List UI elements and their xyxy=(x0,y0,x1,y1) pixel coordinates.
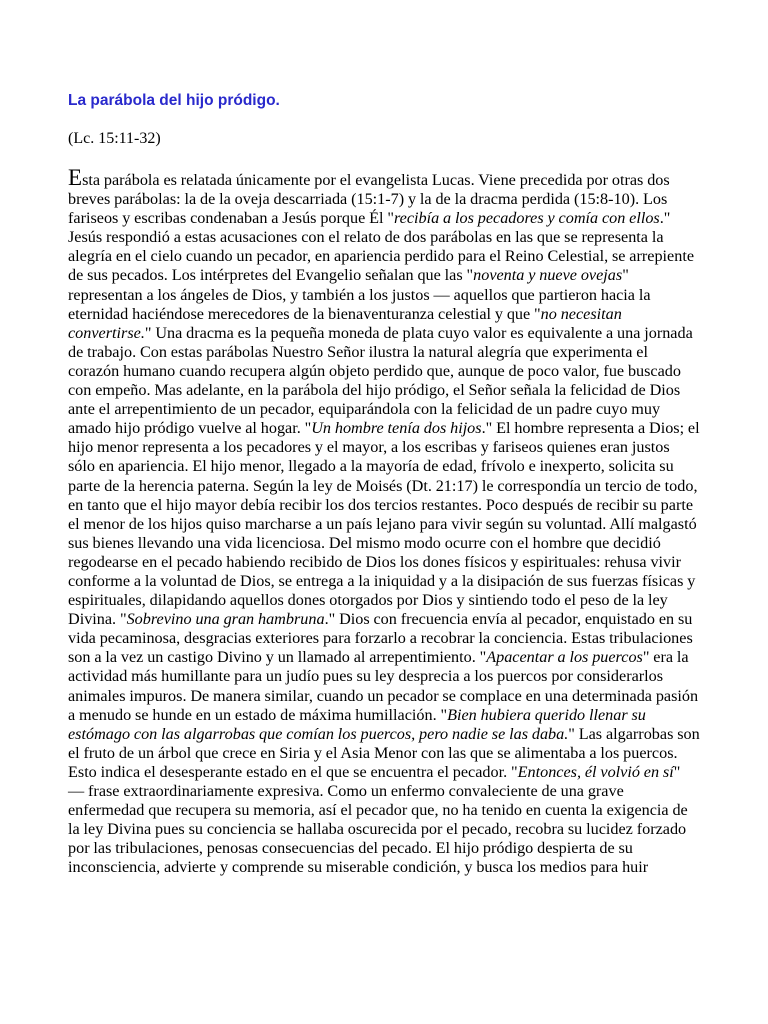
text-run: ." El hombre representa a Dios; el hijo menor representa a los pecadores y el mayor, a los escribas y fariseos quienes eran justos sólo en apariencia. El hijo menor, llegado a la mayoría de edad, frívolo e inexperto, solicita su parte de la herencia paterna. Según la ley de Moisés (Dt. 21:17) le correspondía un tercio de todo, en tanto que el hijo mayor debía recibir los dos tercios restantes. Poco después de recibir su parte el menor de los hijos quiso marcharse a un país lejano para vivir según su voluntad. Allí malgastó sus bienes llevando una vida licenciosa. Del mismo modo ocurre con el hombre que decidió regodearse en el pecado habiendo recibido de Dios los dones físicos y espirituales: rehusa vivir conforme a la voluntad de Dios, se entrega a la iniquidad y a la disipación de sus fuerzas físicas y espirituales, dilapidando aquellos dones otorgados por Dios y sintiendo todo el peso de la ley Divina. " xyxy=(68,419,700,629)
drop-cap: E xyxy=(68,165,83,190)
text-run: sta parábola es relatada únicamente por el evangelista Lucas. Viene precedida por otras dos breves parábolas: la de la oveja descarriada (15:1-7) y la de la dracma perdida (15:8-10). Los fariseos y escribas condenaban a Jesús porque Él " xyxy=(68,171,670,228)
quoted-text: recibía a los pecadores y comía con ellos xyxy=(393,209,660,228)
quoted-text: Apacentar a los puercos xyxy=(486,648,643,667)
text-run: " — frase extraordinariamente expresiva. Como un enfermo convaleciente de una grave enfermedad que recupera su memoria, así el pecador que, no ha tenido en cuenta la exigencia de la ley Divina pues su conciencia se hallaba oscurecida por el pecado, recobra su lucidez forzado por las tribulaciones, penosas consecuencias del pecado. El hijo pródigo despierta de su inconsciencia, advierte y comprende su miserable condición, y busca los medios para huir xyxy=(68,762,688,877)
document-title: La parábola del hijo pródigo. xyxy=(68,92,280,109)
quoted-text: Bien hubiera querido llenar su estómago con las algarrobas que comían los puercos, pero nadie se las daba. xyxy=(68,705,646,743)
quoted-text: Entonces, él volvió en sí xyxy=(517,762,674,781)
scripture-reference: (Lc. 15:11-32) xyxy=(68,130,161,147)
quoted-text: no necesitan convertirse. xyxy=(68,304,622,342)
quoted-text: Un hombre tenía dos hijos xyxy=(311,419,482,438)
text-run: " Las algarrobas son el fruto de un árbol que crece en Siria y el Asia Menor con las que se alimentaba a los puercos. Esto indica el desesperante estado en el que se encuentra el pecador. " xyxy=(68,724,700,781)
text-run: " era la actividad más humillante para un judío pues su ley desprecia a los puercos por considerarlos animales impuros. De manera similar, cuando un pecador se complace en una determinada pasión a menudo se hunde en un estado de máxima humillación. " xyxy=(68,648,699,724)
text-run: " Una dracma es la pequeña moneda de plata cuyo valor es equivalente a una jornada de trabajo. Con estas parábolas Nuestro Señor ilustra la natural alegría que experimenta el corazón humano cuando recupera algún objeto perdido que, aunque de poco valor, fue buscado con empeño. Mas adelante, en la parábola del hijo pródigo, el Señor señala la felicidad de Dios ante el arrepentimiento de un pecador, equiparándola con la felicidad de un padre cuyo muy amado hijo pródigo vuelve al hogar. " xyxy=(68,323,693,438)
text-run: ." Dios con frecuencia envía al pecador, enquistado en su vida pecaminosa, desgracias exteriores para forzarlo a recobrar la conciencia. Estas tribulaciones son a la vez un castigo Divino y un llamado al arrepentimiento. " xyxy=(68,610,693,667)
body-paragraph xyxy=(68,165,700,877)
quoted-text: noventa y nueve ovejas xyxy=(473,266,623,285)
text-run: " representan a los ángeles de Dios, y también a los justos — aquellos que partieron hacia la eternidad haciéndose merecedores de la bienaventuranza celestial y que " xyxy=(68,266,651,323)
quoted-text: Sobrevino una gran hambruna xyxy=(126,610,325,629)
text-run: ." Jesús respondió a estas acusaciones con el relato de dos parábolas en las que se representa la alegría en el cielo cuando un pecador, en apariencia perdido para el Reino Celestial, se arrepiente de sus pecados. Los intérpretes del Evangelio señalan que las " xyxy=(68,209,695,285)
paragraph-segments xyxy=(68,171,700,876)
